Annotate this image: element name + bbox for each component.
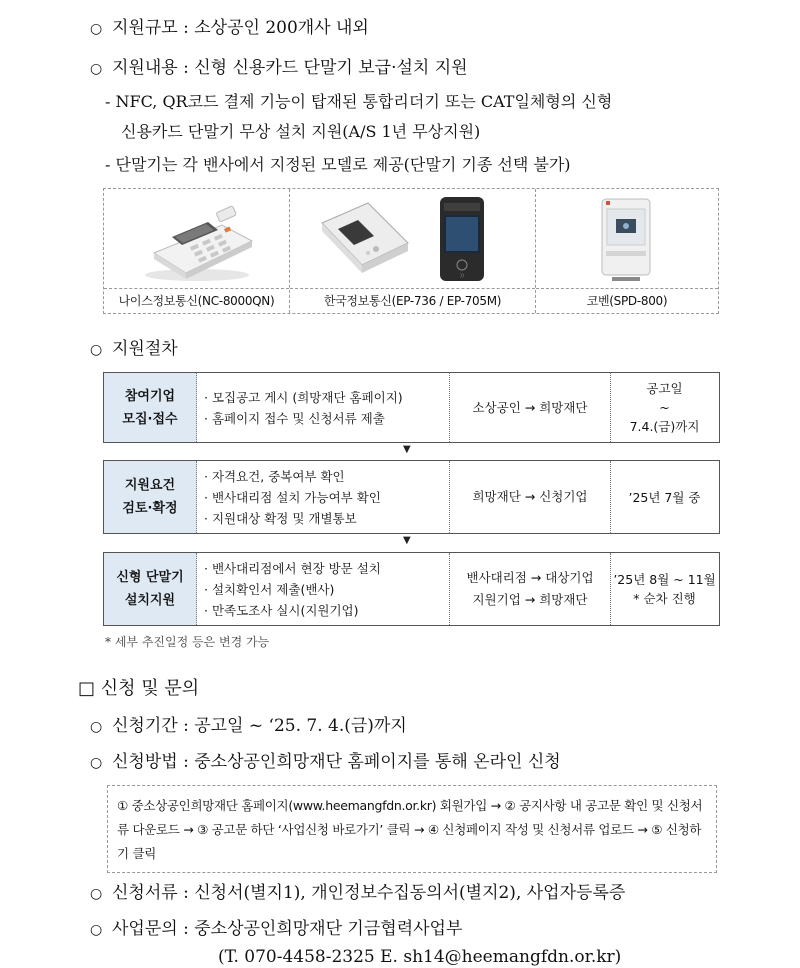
support-scale-line bbox=[90, 17, 369, 40]
product-cell-nice bbox=[104, 189, 290, 313]
stage-line: 검토·확정 bbox=[122, 501, 178, 516]
content-detail-3: - 단말기는 각 밴사에서 지정된 모델로 제공(단말기 기종 선택 불가) bbox=[105, 155, 571, 174]
stage-line: 참여기업 bbox=[124, 388, 176, 404]
process-tasks bbox=[196, 461, 450, 533]
process-tasks bbox=[196, 373, 450, 442]
application-method-text: 신청방법 : 중소상공인희망재단 홈페이지를 통해 온라인 신청 bbox=[112, 752, 561, 772]
process-step-3 bbox=[103, 552, 720, 626]
task-item: · 홈페이지 접수 및 신청서류 제출 bbox=[204, 410, 385, 426]
process-stage bbox=[104, 461, 197, 533]
product-image-ep736-ep705m bbox=[290, 189, 535, 289]
process-schedule bbox=[610, 373, 719, 442]
svg-text:)): )) bbox=[460, 273, 464, 279]
contact-info: (T. 070-4458-2325 E. sh14@heemangfdn.or.kr) bbox=[218, 947, 622, 967]
process-stage bbox=[104, 373, 197, 442]
content-detail-2: 신용카드 단말기 무상 설치 지원(A/S 1년 무상지원) bbox=[121, 122, 481, 141]
product-caption: 코벤(SPD-800) bbox=[536, 288, 718, 313]
process-schedule bbox=[610, 553, 719, 625]
flow-line: 밴사대리점 → 대상기업 bbox=[466, 570, 594, 585]
flow-line: 희망재단 → 신청기업 bbox=[472, 489, 588, 504]
product-caption: 한국정보통신(EP-736 / EP-705M) bbox=[290, 288, 535, 313]
schedule-line: 7.4.(금)까지 bbox=[629, 419, 700, 434]
bullet-circle: ○ bbox=[90, 719, 103, 735]
process-stage bbox=[104, 553, 197, 625]
application-docs-text: 신청서류 : 신청서(별지1), 개인정보수집동의서(별지2), 사업자등록증 bbox=[112, 883, 626, 903]
product-image-nc8000qn bbox=[104, 189, 289, 289]
bullet-circle: ○ bbox=[90, 886, 103, 902]
process-step-2 bbox=[103, 460, 720, 534]
schedule-line: ’25년 8월 ~ 11월 bbox=[613, 572, 716, 587]
schedule-line: ’25년 7월 중 bbox=[628, 489, 701, 505]
product-cell-koven bbox=[536, 189, 718, 313]
schedule-line: * 순차 진행 bbox=[633, 591, 696, 606]
flow-line: 소상공인 → 희망재단 bbox=[472, 399, 588, 415]
bullet-circle: ○ bbox=[90, 922, 103, 938]
process-flow bbox=[450, 553, 611, 625]
business-inquiry-text: 사업문의 : 중소상공인희망재단 기금협력사업부 bbox=[112, 919, 463, 939]
support-scale-text: 지원규모 : 소상공인 200개사 내외 bbox=[112, 18, 369, 38]
task-item: · 만족도조사 실시(지원기업) bbox=[204, 602, 359, 618]
application-period-line bbox=[90, 715, 407, 738]
application-steps-box: ① 중소상공인희망재단 홈페이지(www.heemangfdn.or.kr) 회원가입 → ② 공지사항 내 공고문 확인 및 신청서류 다운로드 → ③ 공고문 하단 ‘사업신청 바로가기’ 클릭 → ④ 신청페이지 작성 및 신청서류 업로드 → ⑤ 신청하기 클릭 bbox=[107, 785, 717, 873]
down-arrow-icon: ▼ bbox=[403, 444, 411, 455]
bullet-circle: ○ bbox=[90, 342, 103, 358]
bullet-circle: ○ bbox=[90, 21, 103, 37]
down-arrow-icon: ▼ bbox=[403, 535, 411, 546]
procedure-text: 지원절차 bbox=[112, 339, 178, 359]
procedure-line bbox=[90, 338, 178, 361]
bullet-circle: ○ bbox=[90, 61, 103, 77]
task-item: · 밴사대리점 설치 가능여부 확인 bbox=[204, 489, 381, 505]
product-cell-kicc bbox=[290, 189, 536, 313]
product-image-spd800 bbox=[536, 189, 718, 289]
process-schedule bbox=[610, 461, 719, 533]
task-item: · 설치확인서 제출(밴사) bbox=[204, 581, 335, 597]
schedule-line: ~ bbox=[659, 400, 670, 415]
process-flow bbox=[450, 461, 611, 533]
process-step-1 bbox=[103, 372, 720, 443]
section-heading bbox=[78, 677, 199, 701]
process-flow bbox=[450, 373, 611, 442]
stage-line: 설치지원 bbox=[124, 593, 176, 608]
support-content-line bbox=[90, 57, 468, 80]
stage-line: 신형 단말기 bbox=[116, 570, 184, 585]
schedule-note: * 세부 추진일정 등은 변경 가능 bbox=[105, 635, 270, 649]
terminal-products-table bbox=[103, 188, 719, 314]
application-period-text: 신청기간 : 공고일 ~ ‘25. 7. 4.(금)까지 bbox=[112, 716, 407, 736]
process-tasks bbox=[196, 553, 450, 625]
stage-line: 지원요건 bbox=[124, 478, 176, 493]
section-box-icon: □ bbox=[78, 678, 96, 699]
product-caption: 나이스정보통신(NC-8000QN) bbox=[104, 288, 289, 313]
flow-line: 지원기업 → 희망재단 bbox=[472, 592, 588, 607]
content-detail-1: - NFC, QR코드 결제 기능이 탑재된 통합리더기 또는 CAT일체형의 신형 bbox=[105, 92, 613, 111]
task-item: · 지원대상 확정 및 개별통보 bbox=[204, 510, 357, 526]
task-item: · 자격요건, 중복여부 확인 bbox=[204, 468, 345, 484]
section-title: 신청 및 문의 bbox=[100, 678, 200, 699]
task-item: · 모집공고 게시 (희망재단 홈페이지) bbox=[204, 389, 403, 405]
bullet-circle: ○ bbox=[90, 755, 103, 771]
business-inquiry-line bbox=[90, 918, 462, 941]
schedule-line: 공고일 bbox=[646, 381, 683, 396]
application-docs-line bbox=[90, 882, 625, 905]
stage-line: 모집·접수 bbox=[122, 411, 178, 427]
support-content-text: 지원내용 : 신형 신용카드 단말기 보급·설치 지원 bbox=[112, 58, 468, 78]
task-item: · 밴사대리점에서 현장 방문 설치 bbox=[204, 560, 381, 576]
application-method-line bbox=[90, 751, 561, 774]
